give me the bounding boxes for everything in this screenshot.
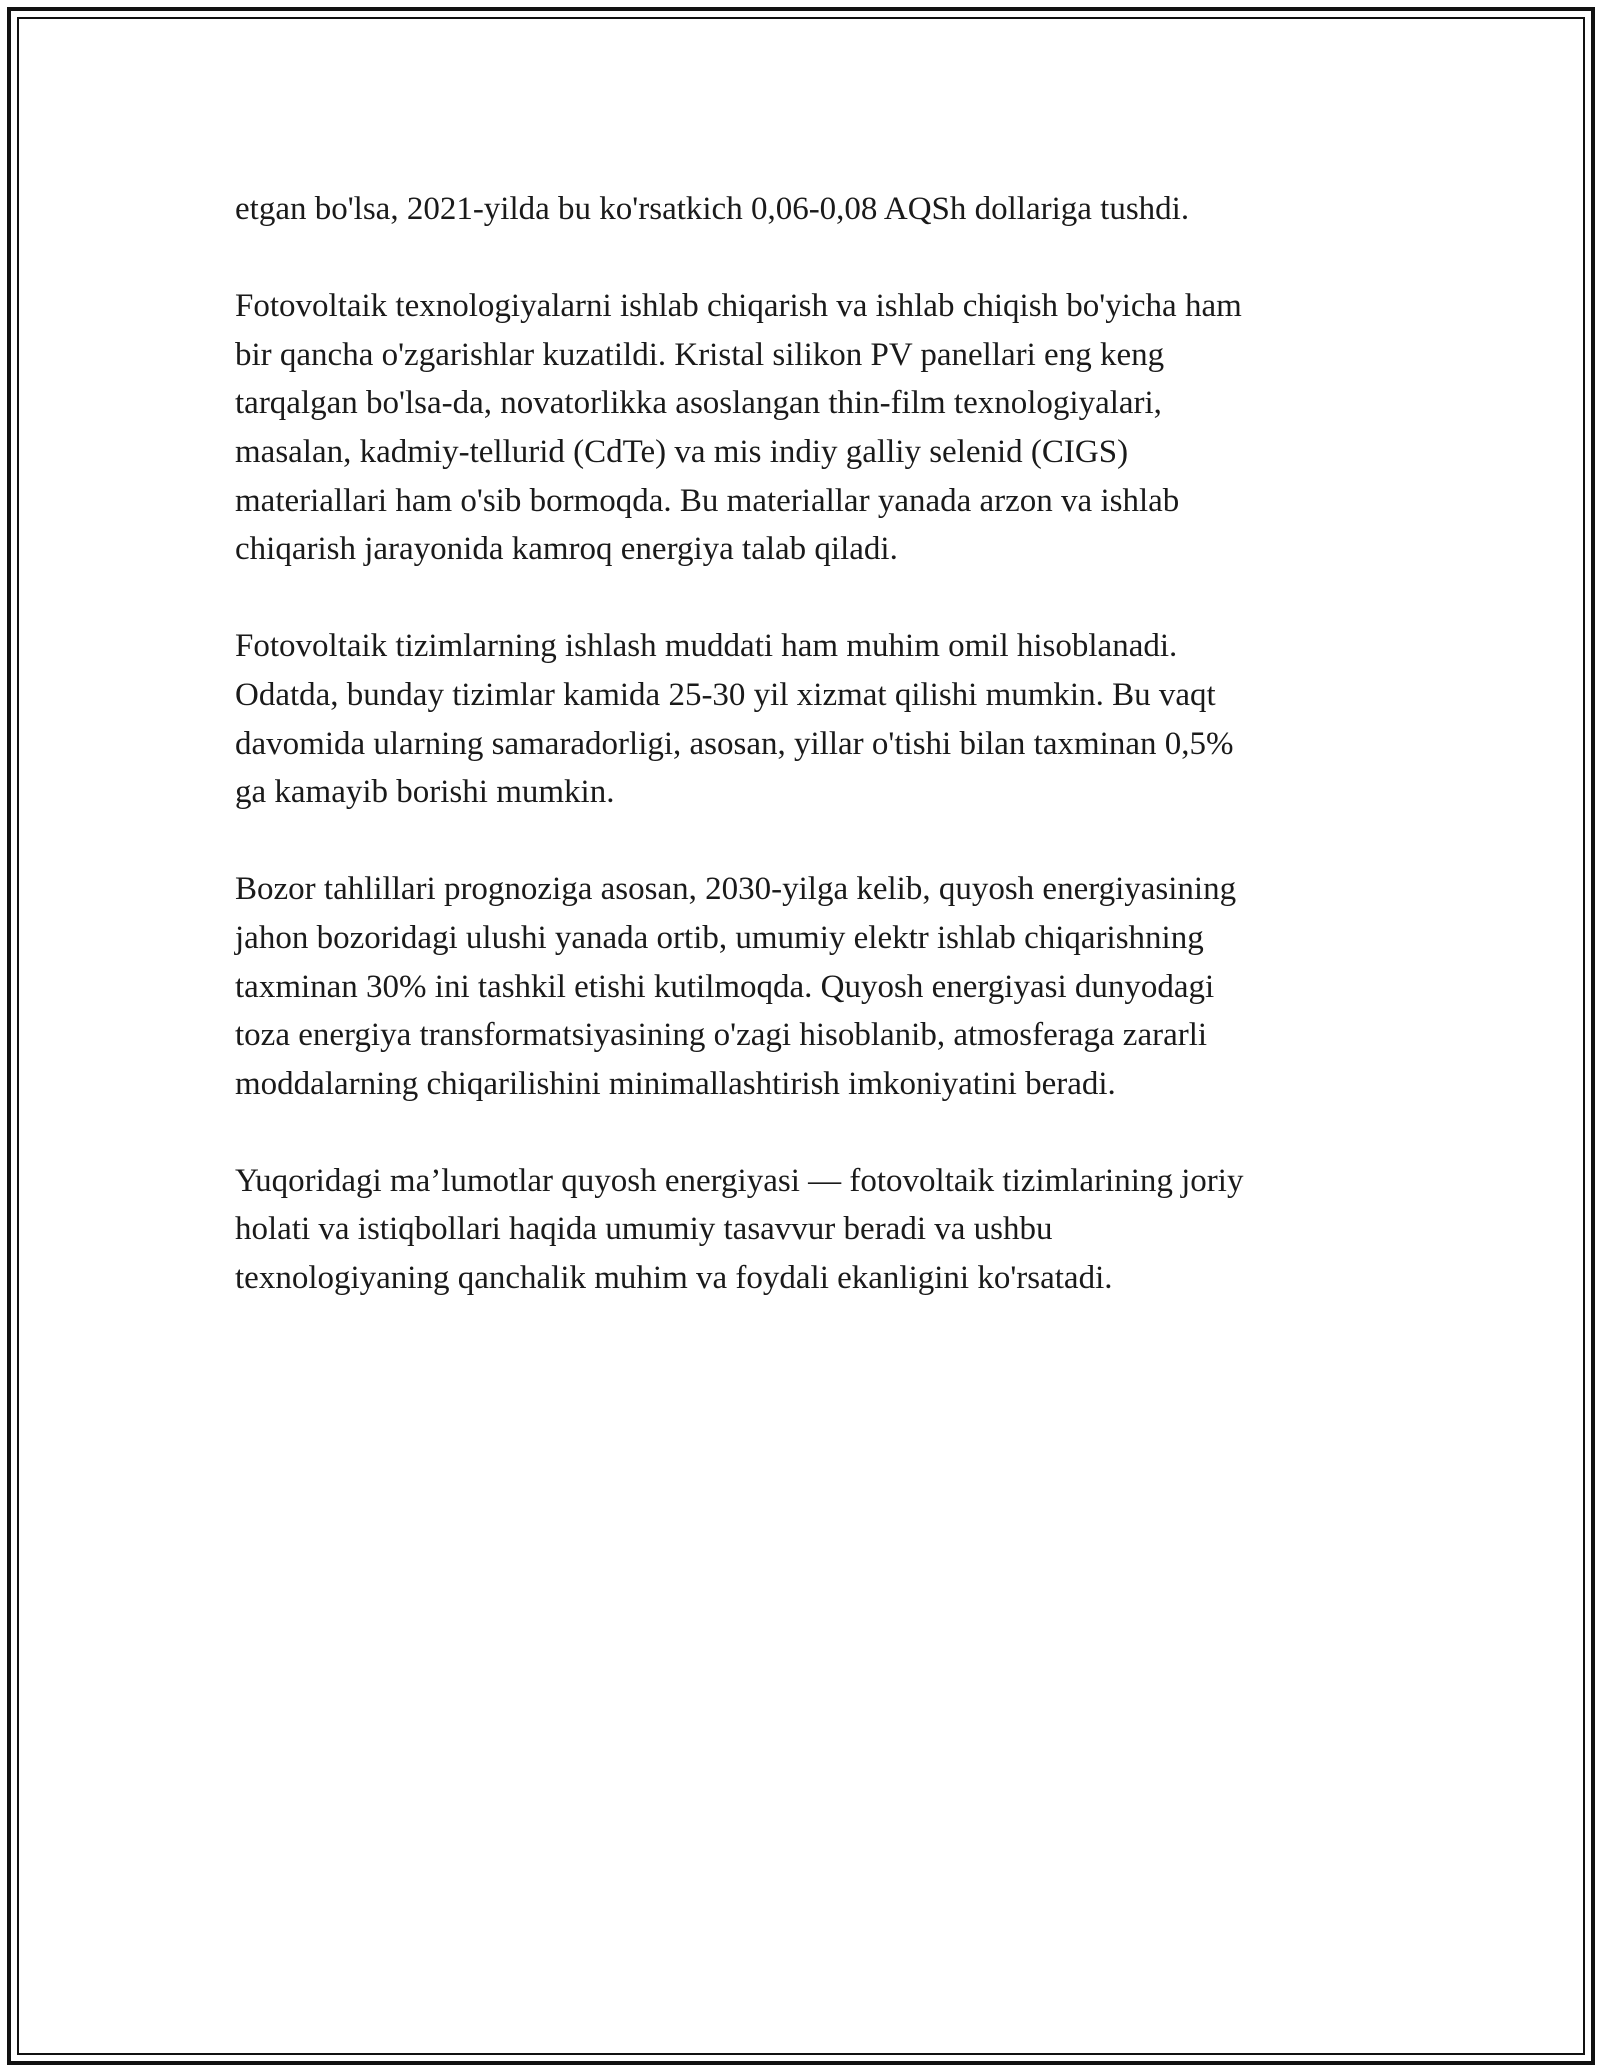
paragraph (235, 865, 1385, 1108)
text-line: masalan, kadmiy-tellurid (CdTe) va mis indiy galliy selenid (CIGS) (235, 433, 1129, 470)
text-line: chiqarish jarayonida kamroq energiya talab qiladi. (235, 531, 898, 568)
text-line: toza energiya transformatsiyasining o'zagi hisoblanib, atmosferaga zararli (235, 1017, 1208, 1054)
text-line: Odatda, bunday tizimlar kamida 25-30 yil xizmat qilishi mumkin. Bu vaqt (235, 676, 1216, 713)
text-line: moddalarning chiqarilishini minimallashtirish imkoniyatini beradi. (235, 1065, 1116, 1102)
text-line: texnologiyaning qanchalik muhim va foydali ekanligini ko'rsatadi. (235, 1260, 1113, 1297)
text-line: Fotovoltaik texnologiyalarni ishlab chiqarish va ishlab chiqish bo'yicha ham (235, 288, 1242, 325)
text-line: etgan bo'lsa, 2021-yilda bu ko'rsatkich 0,06-0,08 AQSh dollariga tushdi. (235, 191, 1190, 227)
paragraph (235, 185, 1385, 234)
paragraph (235, 622, 1385, 816)
text-line: jahon bozoridagi ulushi yanada ortib, umumiy elektr ishlab chiqarishning (235, 919, 1204, 956)
paragraph (235, 282, 1385, 574)
text-line: Yuqoridagi ma’lumotlar quyosh energiyasi — fotovoltaik tizimlarining joriy (235, 1162, 1244, 1199)
text-line: tarqalgan bo'lsa-da, novatorlikka asoslangan thin-film texnologiyalari, (235, 385, 1162, 422)
text-line: ga kamayib borishi mumkin. (235, 774, 615, 811)
text-line: materiallari ham o'sib bormoqda. Bu materiallar yanada arzon va ishlab (235, 482, 1180, 519)
text-line: taxminan 30% ini tashkil etishi kutilmoqda. Quyosh energiyasi dunyodagi (235, 968, 1215, 1005)
document-body (235, 185, 1385, 1351)
text-line: holati va istiqbollari haqida umumiy tasavvur beradi va ushbu (235, 1211, 1053, 1248)
text-line: bir qancha o'zgarishlar kuzatildi. Kristal silikon PV panellari eng keng (235, 336, 1165, 373)
text-line: Fotovoltaik tizimlarning ishlash muddati ham muhim omil hisoblanadi. (235, 628, 1178, 665)
paragraph (235, 1157, 1385, 1303)
text-line: Bozor tahlillari prognoziga asosan, 2030-yilga kelib, quyosh energiyasining (235, 871, 1237, 908)
text-line: davomida ularning samaradorligi, asosan, yillar o'tishi bilan taxminan 0,5% (235, 725, 1234, 762)
